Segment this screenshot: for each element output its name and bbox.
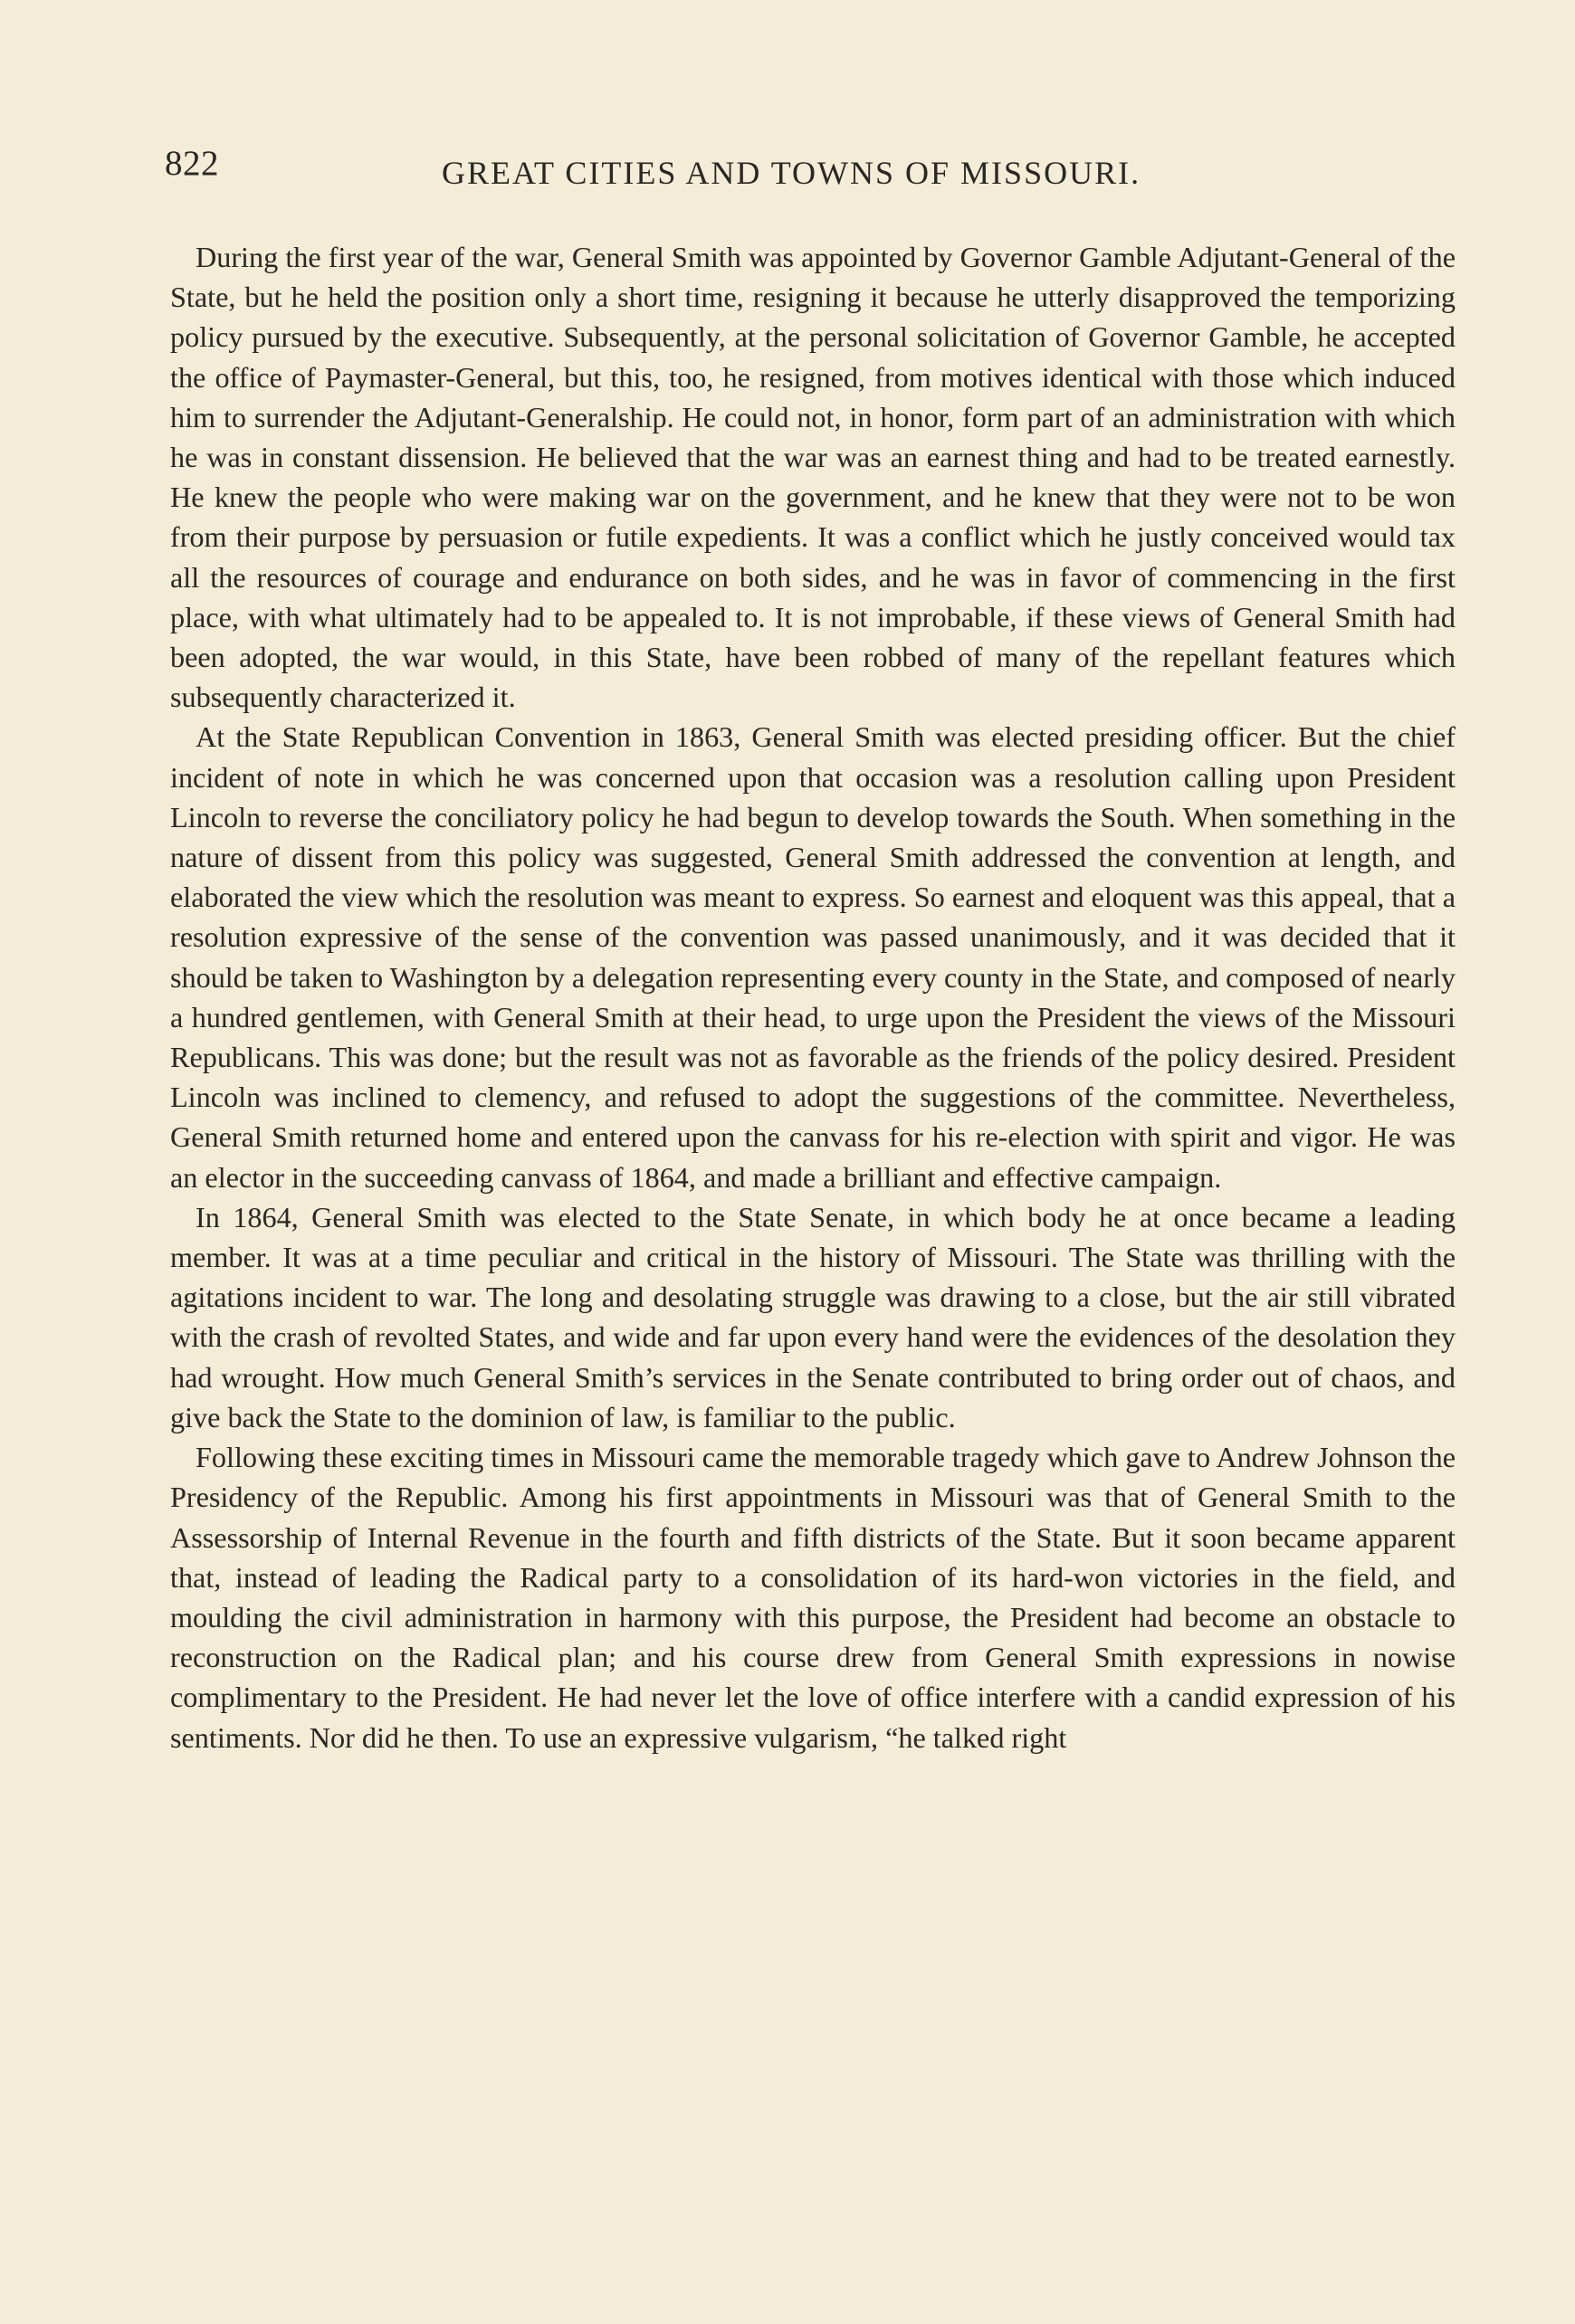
paragraph: Following these exciting times in Missouri came the memorable tragedy which gave to Andrew Johnson the Presidency of the Republic. Among his first appointments in Missouri was that of General Smith to the Assessorship of Internal Revenue in the fourth and fifth districts of the State. But it soon became apparent that, instead of leading the Radical party to a consolidation of its hard-won victories in the field, and moulding the civil administration in harmony with this purpose, the President had become an obstacle to reconstruction on the Radical plan; and his course drew from General Smith expressions in nowise complimentary to the President. He had never let the love of office interfere with a candid expression of his sentiments. Nor did he then. To use an expressive vulgarism, “he talked right (170, 1441, 1456, 1754)
page-header (165, 143, 1468, 197)
paragraph: During the first year of the war, General Smith was appointed by Governor Gamble Adjutant-General of the State, but he held the position only a short time, resigning it because he utterly disapproved the temporizing policy pursued by the executive. Subsequently, at the personal solicitation of Governor Gamble, he accepted the office of Paymaster-General, but this, too, he resigned, from motives identical with those which induced him to surrender the Adjutant-Generalship. He could not, in honor, form part of an administration with which he was in constant dissension. He believed that the war was an earnest thing and had to be treated earnestly. He knew the people who were making war on the government, and he knew that they were not to be won from their purpose by persuasion or futile expedients. It was a conflict which he justly conceived would tax all the resources of courage and endurance on both sides, and he was in favor of commencing in the first place, with what ultimately had to be appealed to. It is not improbable, if these views of General Smith had been adopted, the war would, in this State, have been robbed of many of the repellant features which subsequently characterized it. (170, 241, 1456, 714)
page-number: 822 (165, 144, 219, 183)
running-head: GREAT CITIES AND TOWNS OF MISSOURI. (442, 155, 1141, 191)
paragraph: In 1864, General Smith was elected to the State Senate, in which body he at once became a leading member. It was at a time peculiar and critical in the history of Missouri. The State was thrilling with the agitations incident to war. The long and desolating struggle was drawing to a close, but the air still vibrated with the crash of revolted States, and wide and far upon every hand were the evidences of the desolation they had wrought. How much General Smith’s services in the Senate contributed to bring order out of chaos, and give back the State to the dominion of law, is familiar to the public. (170, 1200, 1456, 1433)
paragraph: At the State Republican Convention in 1863, General Smith was elected presiding officer. But the chief incident of note in which he was concerned upon that occasion was a resolution calling upon President Lincoln to reverse the conciliatory policy he had begun to develop towards the South. When something in the nature of dissent from this policy was suggested, General Smith addressed the convention at length, and elaborated the view which the resolution was meant to express. So earnest and eloquent was this appeal, that a resolution expressive of the sense of the convention was passed unanimously, and it was decided that it should be taken to Washington by a delegation representing every county in the State, and composed of nearly a hundred gentlemen, with General Smith at their head, to urge upon the President the views of the Missouri Republicans. This was done; but the result was not as favorable as the friends of the policy desired. President Lincoln was inclined to clemency, and refused to adopt the suggestions of the committee. Nevertheless, General Smith returned home and entered upon the canvass for his re-election with spirit and vigor. He was an elector in the succeeding canvass of 1864, and made a brilliant and effective campaign. (170, 720, 1456, 1194)
body-text (170, 237, 1456, 2219)
